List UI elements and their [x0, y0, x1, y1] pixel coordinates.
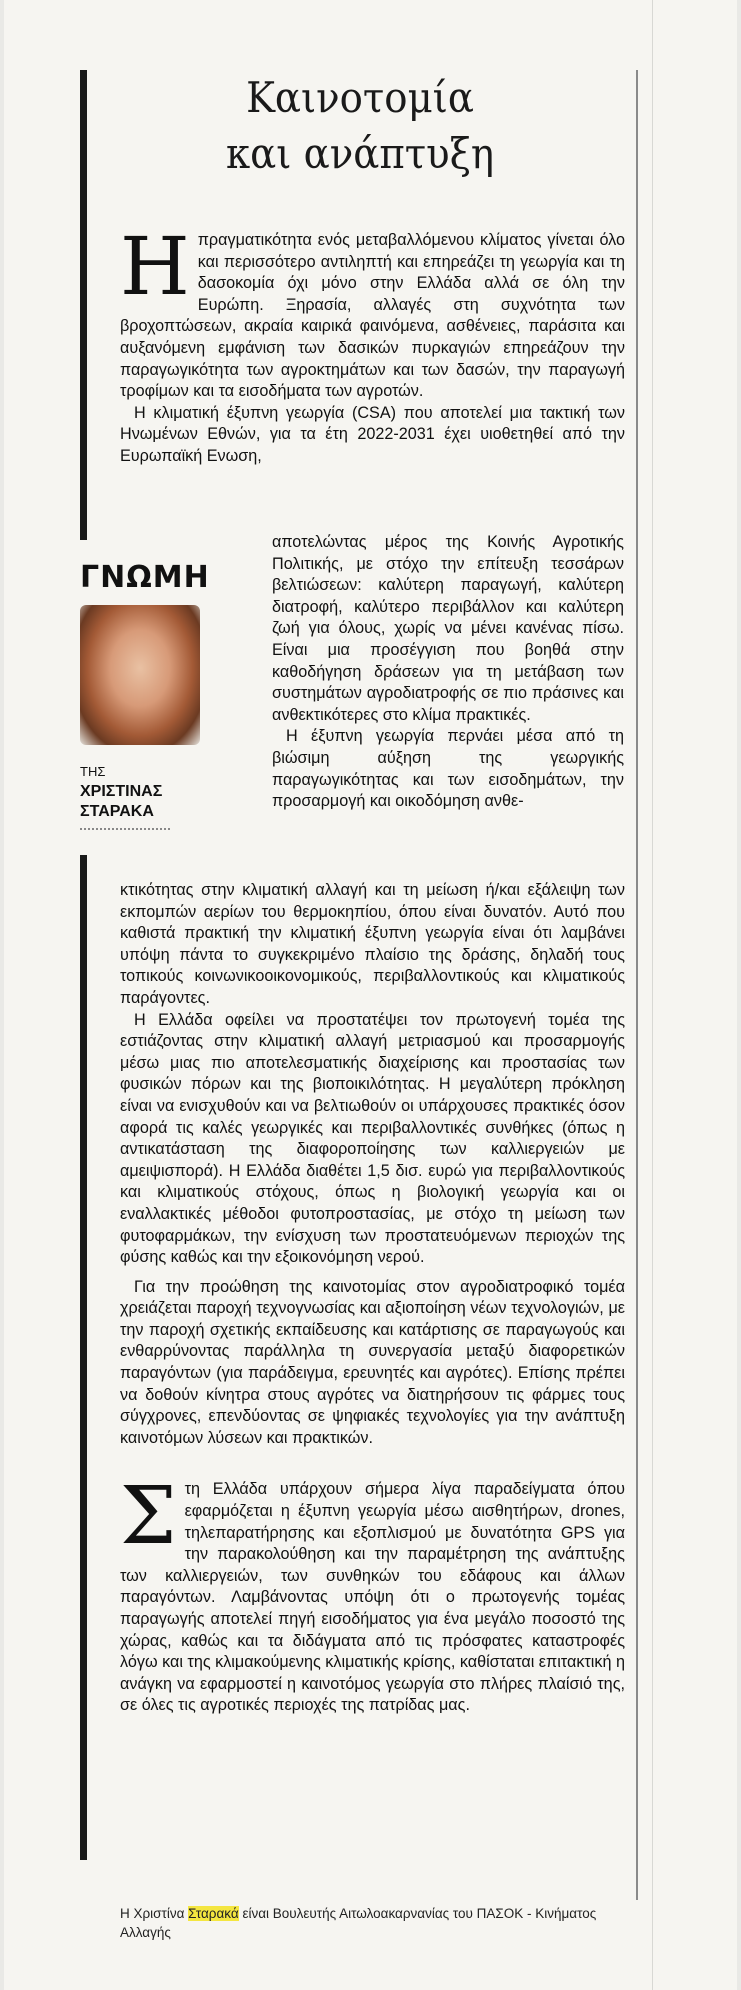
left-accent-bar — [80, 70, 87, 540]
left-accent-bar-lower — [80, 855, 87, 1860]
paragraph-3a: Η έξυπνη γεωργία περνάει μέσα από τη βιώσιμη αύξηση της γεωργικής παραγωγικότητας και των εισοδημάτων, την προσαρμογή και οικοδόμηση ανθε- — [272, 727, 624, 811]
page-edge-rule — [652, 0, 653, 1990]
highlighted-name: Σταρακά — [188, 1906, 239, 1921]
paragraph-2a: Η κλιματική έξυπνη γεωργία (CSA) που αποτελεί μια τακτική των Ηνωμένων Εθνών, για τα έτη 2022-2031 έχει υιοθετηθεί από την Ευρωπαϊκή Ενωση, — [120, 403, 625, 465]
author-footnote: Η Χριστίνα Σταρακά είναι Βουλευτής Αιτωλοακαρνανίας του ΠΑΣΟΚ - Κινήματος Αλλαγής — [120, 1906, 597, 1940]
paragraph-4: Η Ελλάδα οφείλει να προστατέψει τον πρωτογενή τομέα της εστιάζοντας στην κλιματική αλλαγή μετριασμού και προσαρμογής μέσω μιας πιο αποτελεσματικής διαχείρισης και προστασίας των φυσικών πόρων και της βιοποικιλότητας. Η μεγαλύτερη πρόκληση είναι να ενισχυθούν και να βελτιωθούν οι υπάρχουσες πρακτικές όσον αφορά τις καλές γεωργικές και περιβαλλοντικές συνθήκες (όπως η αντικατάσταση της διαφοροποίησης των καλλιεργειών με αμειψισπορά). Η Ελλάδα διαθέτει 1,5 δισ. ευρώ για περιβαλλοντικούς και κλιματικούς στόχους, όπως η βιολογική γεωργία και οι εναλλακτικές μέθοδοι φυτοπροστασίας, με στόχο τη μείωση των φυτοφαρμάκων, την ενίσχυση των προστατευόμενων περιοχών της φύσης καθώς και την εξοικονόμηση νερού. — [120, 1010, 625, 1267]
author-photo — [80, 605, 200, 745]
paragraph-5: Για την προώθηση της καινοτομίας στον αγροδιατροφικό τομέα χρειάζεται παροχή τεχνογνωσίας και αξιοποίηση νέων τεχνολογιών, με την παροχή σχετικής εκπαίδευσης και κατάρτισης σε παραγωγούς και ενθαρρύνοντας παράλληλα τη συνεργασία μεταξύ διαφορετικών παραγόντων (για παράδειγμα, ερευνητές και αγρότες). Επίσης πρέπει να δοθούν κίνητρα στους αγρότες να διατηρήσουν τις φάρμες τους σύγχρονες, επενδύοντας σε ψηφιακές τεχνολογίες για την ανάπτυξη καινοτόμων λύσεων και πρακτικών. — [120, 1277, 625, 1447]
author-last-name: ΣΤΑΡΑΚΑ — [80, 803, 154, 820]
paragraph-3b: κτικότητας στην κλιματική αλλαγή και τη μείωση ή/και εξάλειψη των εκπομπών αερίων του θερμοκηπίου, όπου είναι δυνατόν. Αυτό που καθιστά πρακτική την κλιματική έξυπνη γεωργία είναι ότι λαμβάνει υπόψη πάντα το συγκεκριμένο πλαίσιο της δράσης, δηλαδή τους τοπικούς κοινωνικοοικονομικούς, περιβαλλοντικούς και κλιματικούς παράγοντες. — [120, 881, 625, 1007]
dropcap-2: Σ — [120, 1469, 177, 1563]
title-line-2: και ανάπτυξη — [225, 129, 495, 178]
article-body-lower — [120, 880, 625, 1717]
paragraph-1: Ηπραγματικότητα ενός μεταβαλλόμενου κλίματος γίνεται όλο και περισσότερο αντιληπτή και επηρεάζει τη γεωργία και τη δασοκομία όχι μόνο στην Ελλάδα αλλά σε όλη την Ευρώπη. Ξηρασία, αλλαγές στη συχνότητα των βροχοπτώσεων, ακραία καιρικά φαινόμενα, ασθένειες, παράσιτα και αυξανόμενη εμφάνιση των δασικών πυρκαγιών επηρεάζουν την παραγωγικότητα των αγροκτημάτων και των δασών, την παραγωγή τροφίμων και τα εισοδήματα των αγροτών. — [120, 220, 625, 401]
article-title — [139, 70, 581, 182]
article-body-top — [120, 220, 625, 468]
author-prefix: ΤΗΣ — [80, 764, 106, 779]
paragraph-2b: αποτελώντας μέρος της Κοινής Αγροτικής Πολιτικής, με στόχο την επίτευξη τεσσάρων βελτιώσεων: καλύτερη παραγωγή, καλύτερη διατροφή, καλύτερο περιβάλλον και καλύτερη ζωή για όλους, χωρίς να μένει κανένας πίσω. Είναι μια προσέγγιση που βοηθά στην καθοδήγηση δράσεων για τη μετάβαση των συστημάτων αγροδιατροφής σε πιο πράσινες και ανθεκτικότερες στο κλίμα πρακτικές. — [272, 533, 624, 724]
title-line-1: Καινοτομία — [246, 73, 474, 122]
article-body-narrow — [272, 532, 624, 813]
section-label: ΓΝΩΜΗ — [80, 560, 210, 595]
author-first-name: ΧΡΙΣΤΙΝΑΣ — [80, 783, 163, 800]
dropcap: Η — [120, 220, 190, 313]
column-rule — [636, 70, 638, 1900]
paragraph-6: Στη Ελλάδα υπάρχουν σήμερα λίγα παραδείγματα όπου εφαρμόζεται η έξυπνη γεωργία μέσω αισθητήρων, drones, τηλεπαρατήρησης και εξοπλισμού με δυνατότητα GPS για την παρακολούθηση και την παραμέτρηση της ανάπτυξης των καλλιεργειών, των συνθηκών του εδάφους και άλλων παραγόντων. Λαμβάνοντας υπόψη ότι ο πρωτογενής τομέας παραγωγής αποτελεί πηγή εισοδήματος για ένα μεγάλο ποσοστό της χώρας, καθώς και τα διδάγματα από τις πρόσφατες καταστροφές λόγω και της κλιμακούμενης κλιματικής κρίσης, καθίσταται επιτακτική η ανάγκη να εφαρμοστεί η καινοτόμος γεωργία στο πλήρες πλαίσιό της, σε όλες τις αγροτικές περιοχές της πατρίδας μας. — [120, 1469, 625, 1715]
author-divider — [80, 828, 170, 830]
author-byline — [80, 762, 250, 822]
